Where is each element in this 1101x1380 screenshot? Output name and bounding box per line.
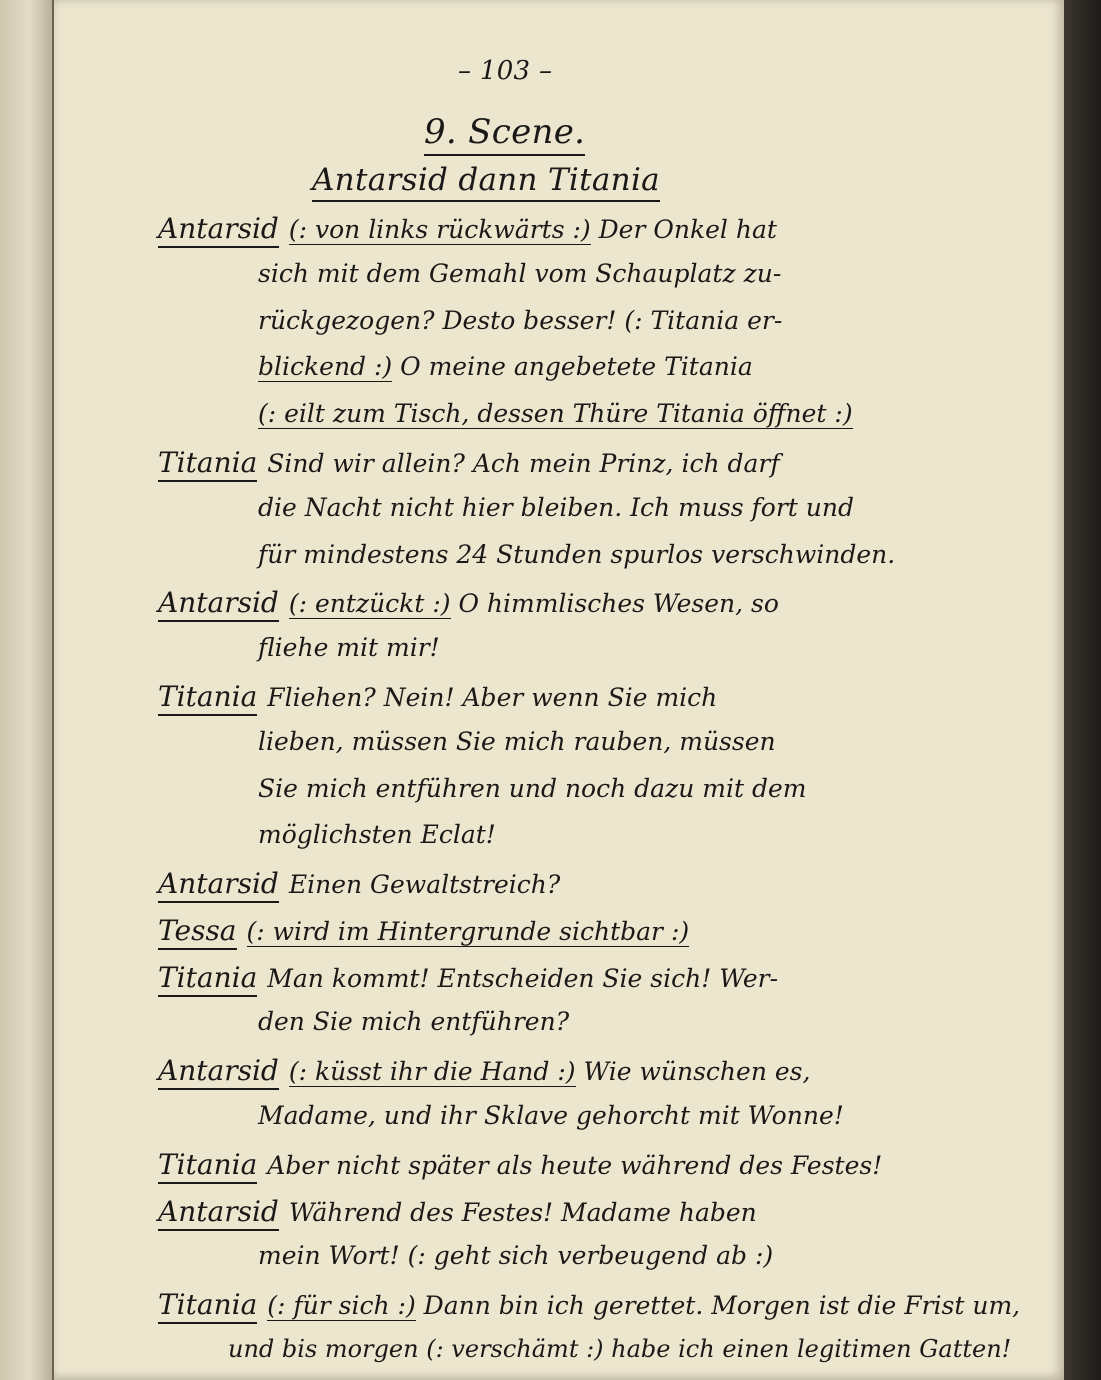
stage-direction: (: für sich :) — [267, 1291, 416, 1320]
manuscript-line — [158, 1148, 882, 1181]
speaker-name: Antarsid — [158, 1195, 279, 1231]
manuscript-line — [258, 727, 776, 756]
manuscript-line — [158, 1288, 1020, 1321]
line-text: möglichsten Eclat! — [258, 820, 496, 849]
manuscript-line — [258, 820, 496, 849]
manuscript-line — [158, 446, 780, 479]
stage-direction: (: entzückt :) — [288, 589, 451, 618]
speaker-name: Antarsid — [158, 867, 279, 903]
manuscript-line — [228, 1335, 1011, 1363]
line-text: Sie mich entführen und noch dazu mit dem — [258, 774, 807, 803]
speaker-name: Antarsid — [158, 212, 279, 248]
line-text: für mindestens 24 Stunden spurlos verschwinden. — [258, 540, 896, 569]
manuscript-line — [258, 306, 782, 335]
manuscript-line — [158, 1054, 810, 1087]
speaker-name: Titania — [158, 961, 257, 997]
manuscript-line — [258, 540, 895, 569]
book-cover-edge — [1064, 0, 1101, 1380]
manuscript-line — [158, 867, 560, 900]
manuscript-line — [258, 259, 781, 288]
speaker-name: Antarsid — [158, 1054, 279, 1090]
line-text: Fliehen? Nein! Aber wenn Sie mich — [267, 683, 718, 712]
speaker-name: Tessa — [158, 914, 237, 950]
speaker-name: Antarsid — [158, 586, 279, 622]
page-number: – 103 – — [458, 56, 553, 86]
line-text: sich mit dem Gemahl vom Schauplatz zu- — [258, 259, 782, 288]
manuscript-line — [158, 1195, 757, 1228]
line-text: Einen Gewaltstreich? — [288, 870, 561, 899]
manuscript-line — [258, 633, 440, 662]
manuscript-line — [258, 352, 753, 381]
line-text: Aber nicht später als heute während des Festes! — [267, 1151, 883, 1180]
line-text: lieben, müssen Sie mich rauben, müssen — [258, 727, 776, 756]
speaker-name: Titania — [158, 1148, 257, 1184]
stage-direction: (: küsst ihr die Hand :) — [288, 1057, 576, 1086]
line-text: O himmlisches Wesen, so — [458, 589, 779, 618]
manuscript-line — [158, 961, 778, 994]
line-text: Während des Festes! Madame haben — [288, 1198, 757, 1227]
manuscript-line — [258, 1101, 844, 1130]
line-text: Dann bin ich gerettet. Morgen ist die Frist um, — [423, 1291, 1021, 1320]
line-text: die Nacht nicht hier bleiben. Ich muss fort und — [258, 493, 854, 522]
manuscript-line — [158, 212, 777, 245]
line-text: O meine angebetete Titania — [400, 352, 753, 381]
line-text: fliehe mit mir! — [258, 633, 440, 662]
stage-direction: (: von links rückwärts :) — [288, 215, 591, 244]
manuscript-line — [258, 399, 853, 428]
line-text: Sind wir allein? Ach mein Prinz, ich darf — [267, 449, 780, 478]
line-text: Madame, und ihr Sklave gehorcht mit Wonne! — [258, 1101, 844, 1130]
scene-cast: Antarsid dann Titania — [312, 162, 660, 202]
speaker-name: Titania — [158, 1288, 257, 1324]
speaker-name: Titania — [158, 446, 257, 482]
line-text: Der Onkel hat — [598, 215, 777, 244]
manuscript-line — [158, 680, 717, 713]
line-text: Wie wünschen es, — [583, 1057, 811, 1086]
manuscript-line — [158, 914, 689, 947]
stage-direction: (: wird im Hintergrunde sichtbar :) — [246, 917, 690, 946]
manuscript-line — [158, 586, 779, 619]
line-text: und bis morgen (: verschämt :) habe ich einen legitimen Gatten! — [228, 1335, 1012, 1363]
line-text: rückgezogen? Desto besser! (: Titania er- — [258, 306, 783, 335]
manuscript-line — [258, 1007, 569, 1036]
manuscript-line — [258, 1241, 773, 1270]
speaker-name: Titania — [158, 680, 257, 716]
line-text: den Sie mich entführen? — [258, 1007, 570, 1036]
stage-direction: (: eilt zum Tisch, dessen Thüre Titania öffnet :) — [258, 399, 853, 428]
manuscript-line — [258, 493, 854, 522]
left-page-edge — [0, 0, 54, 1380]
scene-title: 9. Scene. — [424, 112, 585, 156]
line-text: mein Wort! (: geht sich verbeugend ab :) — [258, 1241, 774, 1270]
line-text: Man kommt! Entscheiden Sie sich! Wer- — [267, 964, 779, 993]
stage-direction: blickend :) — [258, 352, 393, 381]
manuscript-line — [258, 774, 807, 803]
